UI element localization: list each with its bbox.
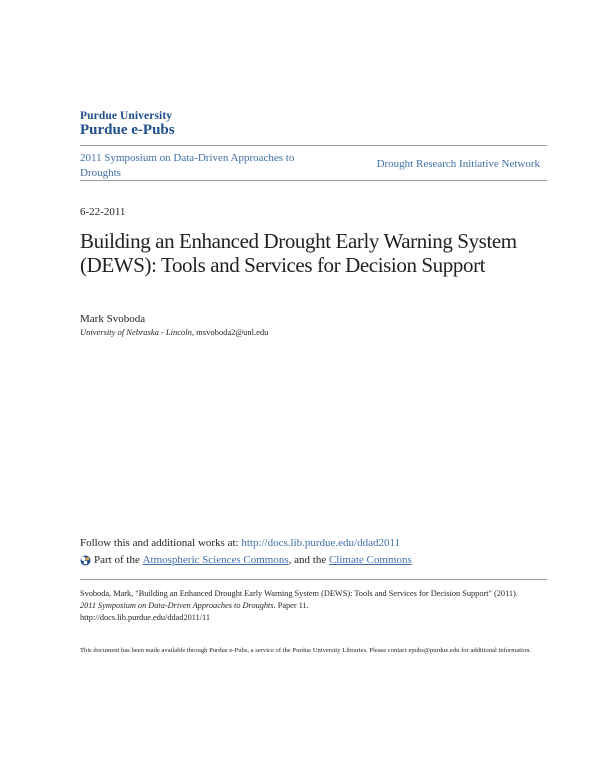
climate-commons-link[interactable]: Climate Commons [328,554,412,566]
author-email[interactable]: msvoboda2@unl.edu [196,327,269,337]
footer-notice: This document has been made available through Purdue e-Pubs, a service of the Purdue University Libraries. Please contact epubs@purdue.edu for additional information. [80,647,532,654]
atmospheric-sciences-commons-link[interactable]: Atmospheric Sciences Commons [142,554,289,566]
citation-journal: 2011 Symposium on Data-Driven Approaches to Droughts. [80,601,276,610]
collection-link[interactable]: http://docs.lib.purdue.edu/ddad2011 [241,537,401,549]
network-link[interactable]: Drought Research Initiative Network [376,158,540,170]
citation-line: Svoboda, Mark, "Building an Enhanced Drought Early Warning System (DEWS): Tools and Services for Decision Support" (2011). [80,589,518,598]
follow-line [80,537,400,549]
series-link[interactable]: 2011 Symposium on Data-Driven Approaches to Droughts [80,152,295,179]
citation-block [80,588,540,624]
header-bottom-rule [80,180,547,181]
article-title: Building an Enhanced Drought Early Warning System (DEWS): Tools and Services for Decision Support [80,229,517,277]
repository-name[interactable]: Purdue e-Pubs [80,122,175,138]
publication-date: 6-22-2011 [80,206,126,218]
part-of-line [80,554,412,566]
commons-network-icon [80,555,91,566]
citation-url[interactable]: http://docs.lib.purdue.edu/ddad2011/11 [80,613,211,622]
author-name: Mark Svoboda [80,313,146,325]
citation-top-rule [80,579,547,580]
institution-name: Purdue University [80,110,173,122]
header-top-rule [80,145,547,146]
author-affiliation [80,327,268,337]
and-the-text: , and the [288,554,327,566]
affiliation-text: University of Nebraska - Lincoln, [80,327,195,337]
follow-label: Follow this and additional works at: [80,537,239,549]
citation-journal-line [80,600,540,612]
citation-paper: Paper 11. [275,601,309,610]
part-of-label: Part of the [94,554,140,566]
